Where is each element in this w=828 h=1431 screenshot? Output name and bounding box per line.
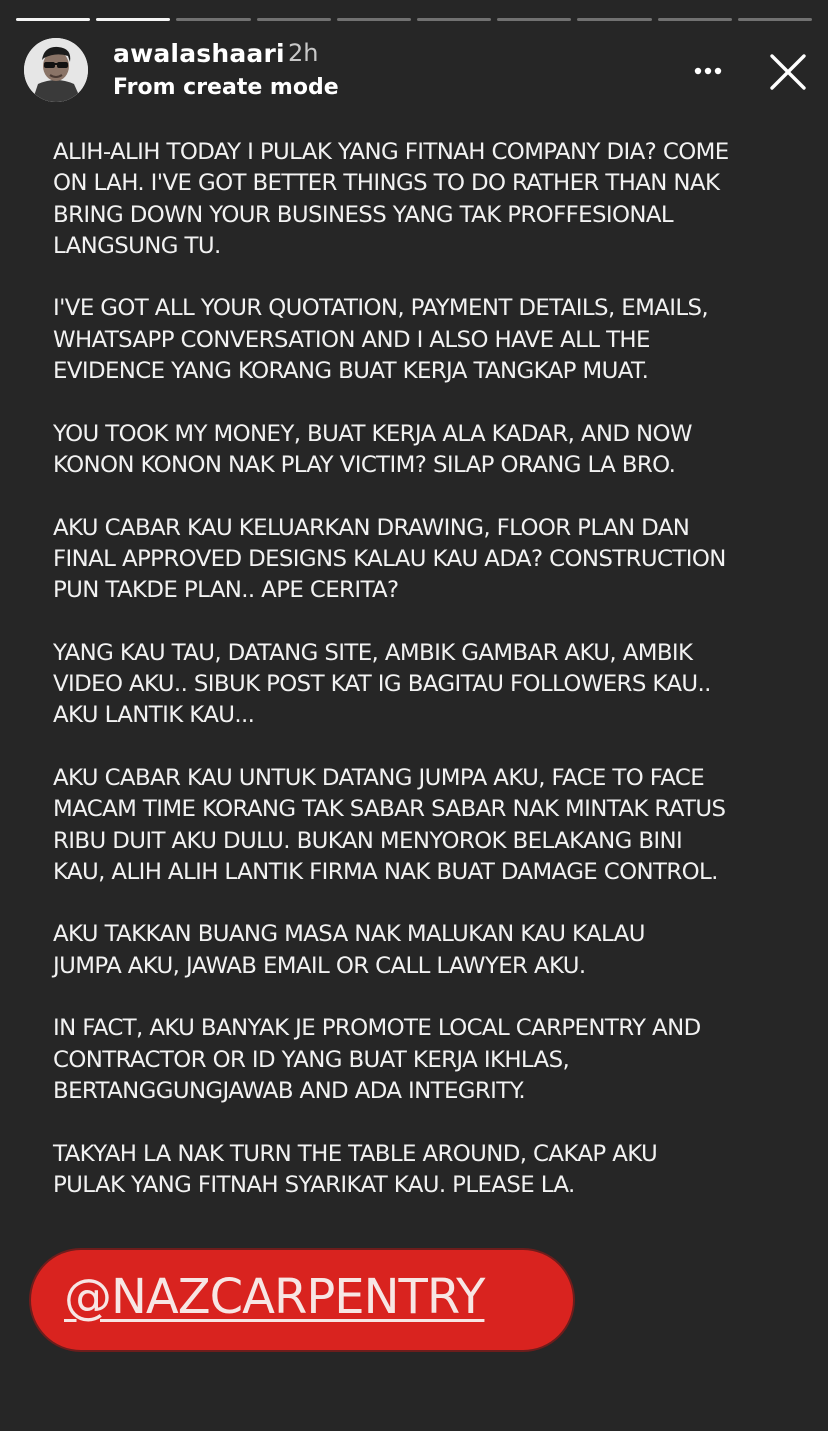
story-text-line: KAU, ALIH ALIH LANTIK FIRMA NAK BUAT DAMAGE CONTROL. <box>53 859 718 885</box>
story-text-line: ALIH-ALIH TODAY I PULAK YANG FITNAH COMPANY DIA? COME <box>53 140 729 165</box>
mention-tag-text: @NAZCARPENTRY <box>64 1269 485 1325</box>
story-text-line: EVIDENCE YANG KORANG BUAT KERJA TANGKAP MUAT. <box>53 359 649 385</box>
story-text-line: ON LAH. I'VE GOT BETTER THINGS TO DO RATHER THAN NAK <box>53 171 720 197</box>
story-header <box>24 38 814 104</box>
progress-segment <box>96 18 170 21</box>
story-text-line: PUN TAKDE PLAN.. APE CERITA? <box>53 578 399 604</box>
story-text-line: AKU TAKKAN BUANG MASA NAK MALUKAN KAU KALAU <box>53 922 645 948</box>
story-paragraph <box>53 137 828 262</box>
story-paragraph <box>53 919 828 982</box>
story-text-line: MACAM TIME KORANG TAK SABAR SABAR NAK MINTAK RATUS <box>53 797 726 823</box>
story-text-line: AKU CABAR KAU KELUARKAN DRAWING, FLOOR PLAN DAN <box>53 515 690 541</box>
avatar-image <box>24 38 88 102</box>
story-paragraph <box>53 293 828 387</box>
story-paragraph <box>53 763 828 888</box>
story-paragraph <box>53 1139 828 1202</box>
story-paragraph <box>53 1013 828 1107</box>
user-avatar[interactable] <box>24 38 88 102</box>
story-text-line: LANGSUNG TU. <box>53 233 221 259</box>
story-text-line: YANG KAU TAU, DATANG SITE, AMBIK GAMBAR AKU, AMBIK <box>53 640 693 666</box>
progress-segment <box>577 18 651 21</box>
story-text-line: KONON KONON NAK PLAY VICTIM? SILAP ORANG LA BRO. <box>53 452 676 478</box>
story-text-line: PULAK YANG FITNAH SYARIKAT KAU. PLEASE LA. <box>53 1172 575 1198</box>
story-text-line: AKU CABAR KAU UNTUK DATANG JUMPA AKU, FACE TO FACE <box>53 765 705 791</box>
close-icon[interactable] <box>768 52 808 92</box>
progress-segment <box>176 18 250 21</box>
story-text-line: YOU TOOK MY MONEY, BUAT KERJA ALA KADAR, AND NOW <box>53 421 692 447</box>
mention-sticker[interactable] <box>31 1250 573 1350</box>
story-text-line: BERTANGGUNGJAWAB AND ADA INTEGRITY. <box>53 1078 526 1104</box>
story-text-line: I'VE GOT ALL YOUR QUOTATION, PAYMENT DETAILS, EMAILS, <box>53 296 709 322</box>
story-paragraph <box>53 419 828 482</box>
more-horizontal-icon[interactable] <box>691 56 731 86</box>
progress-segment <box>337 18 411 21</box>
story-text-line: IN FACT, AKU BANYAK JE PROMOTE LOCAL CARPENTRY AND <box>53 1016 701 1042</box>
post-time: 2h <box>288 39 319 67</box>
story-text-line: TAKYAH LA NAK TURN THE TABLE AROUND, CAKAP AKU <box>53 1141 658 1167</box>
story-text-line: RIBU DUIT AKU DULU. BUKAN MENYOROK BELAKANG BINI <box>53 828 683 854</box>
story-text-line: JUMPA AKU, JAWAB EMAIL OR CALL LAWYER AKU. <box>53 953 586 979</box>
story-text-content <box>53 137 828 1232</box>
story-progress-bar <box>16 18 812 21</box>
story-text-line: AKU LANTIK KAU... <box>53 703 255 729</box>
story-paragraph <box>53 638 828 732</box>
progress-segment <box>16 18 90 21</box>
progress-segment <box>257 18 331 21</box>
progress-segment <box>417 18 491 21</box>
story-text-line: WHATSAPP CONVERSATION AND I ALSO HAVE ALL THE <box>53 327 650 353</box>
story-text-line: VIDEO AKU.. SIBUK POST KAT IG BAGITAU FOLLOWERS KAU.. <box>53 672 711 698</box>
story-subtitle: From create mode <box>113 75 339 100</box>
story-text-line: CONTRACTOR OR ID YANG BUAT KERJA IKHLAS, <box>53 1047 570 1073</box>
username[interactable]: awalashaari <box>113 39 285 68</box>
story-paragraph <box>53 513 828 607</box>
story-text-line: FINAL APPROVED DESIGNS KALAU KAU ADA? CONSTRUCTION <box>53 546 726 572</box>
progress-segment <box>738 18 812 21</box>
progress-segment <box>497 18 571 21</box>
story-text-line: BRING DOWN YOUR BUSINESS YANG TAK PROFFESIONAL <box>53 202 674 228</box>
progress-segment <box>658 18 732 21</box>
